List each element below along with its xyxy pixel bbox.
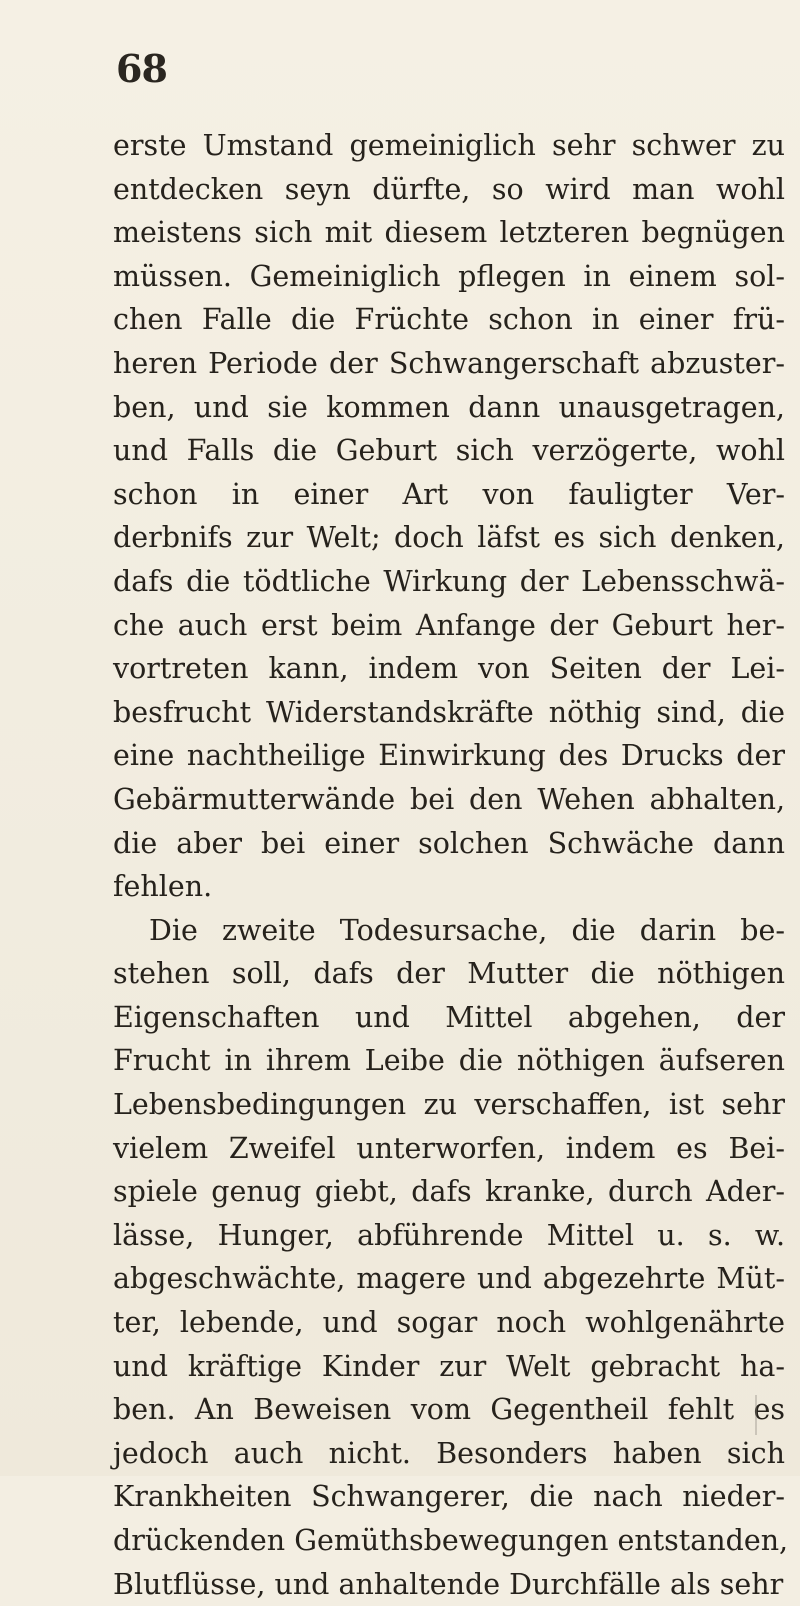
text-line: erste Umstand gemeiniglich sehr schwer zu <box>113 129 785 162</box>
text-line: die aber bei einer solchen Schwäche dann <box>113 826 785 860</box>
text-line: Krankheiten Schwangerer, die nach nieder- <box>113 1480 785 1514</box>
text-line: lässe, Hunger, abführende Mittel u. s. w. <box>113 1218 785 1252</box>
text-line: spiele genug giebt, dafs kranke, durch Ader- <box>113 1175 785 1209</box>
text-line: jedoch auch nicht. Besonders haben sich <box>113 1436 785 1470</box>
text-line: drückenden Gemüthsbewegungen entstanden, <box>113 1524 789 1557</box>
text-line: müssen. Gemeiniglich pflegen in einem sol- <box>113 259 785 293</box>
text-line: ben, und sie kommen dann unausgetragen, <box>113 390 785 424</box>
text-line: stehen soll, dafs der Mutter die nöthigen <box>113 957 785 991</box>
text-line: vielem Zweifel unterworfen, indem es Bei- <box>113 1131 785 1165</box>
text-line: ter, lebende, und sogar noch wohlgenährte <box>113 1306 785 1340</box>
text-line: abgeschwächte, magere und abgezehrte Müt- <box>113 1262 785 1296</box>
text-line: und kräftige Kinder zur Welt gebracht ha- <box>113 1349 785 1383</box>
text-line: Frucht in ihrem Leibe die nöthigen äufseren <box>113 1044 785 1078</box>
text-line: Lebensbedingungen zu verschaffen, ist sehr <box>113 1088 785 1122</box>
text-line: heren Periode der Schwangerschaft abzuster- <box>113 346 785 380</box>
paragraph-start-line: Die zweite Todesursache, die darin be- <box>149 913 785 947</box>
text-line: vortreten kann, indem von Seiten der Lei- <box>113 652 785 686</box>
text-line: meistens sich mit diesem letzteren begnügen <box>113 216 785 250</box>
text-line: chen Falle die Früchte schon in einer frü- <box>113 303 785 337</box>
body-text <box>113 124 789 1606</box>
text-line: ben. An Beweisen vom Gegentheil fehlt es <box>113 1393 785 1427</box>
paragraph-end-line: fehlen. <box>113 870 213 904</box>
text-line: che auch erst beim Anfange der Geburt her- <box>113 608 785 642</box>
text-line: Eigenschaften und Mittel abgehen, der <box>113 1000 785 1034</box>
text-line: Blutflüsse, und anhaltende Durchfälle als sehr <box>113 1567 784 1601</box>
text-line: Gebärmutterwände bei den Wehen abhalten, <box>113 782 785 816</box>
paper-speck <box>755 1395 757 1435</box>
text-line: derbnifs zur Welt; doch läfst es sich denken, <box>113 521 785 555</box>
text-line: eine nachtheilige Einwirkung des Drucks der <box>113 739 785 773</box>
text-line: besfrucht Widerstandskräfte nöthig sind, die <box>113 695 785 729</box>
text-line: schon in einer Art von fauligter Ver- <box>113 477 785 511</box>
text-line: und Falls die Geburt sich verzögerte, wohl <box>113 434 785 468</box>
paper-speck <box>560 1452 563 1455</box>
text-line: dafs die tödtliche Wirkung der Lebensschwä- <box>113 564 785 598</box>
text-line: entdecken seyn dürfte, so wird man wohl <box>113 172 785 206</box>
page-number: 68 <box>116 46 167 91</box>
